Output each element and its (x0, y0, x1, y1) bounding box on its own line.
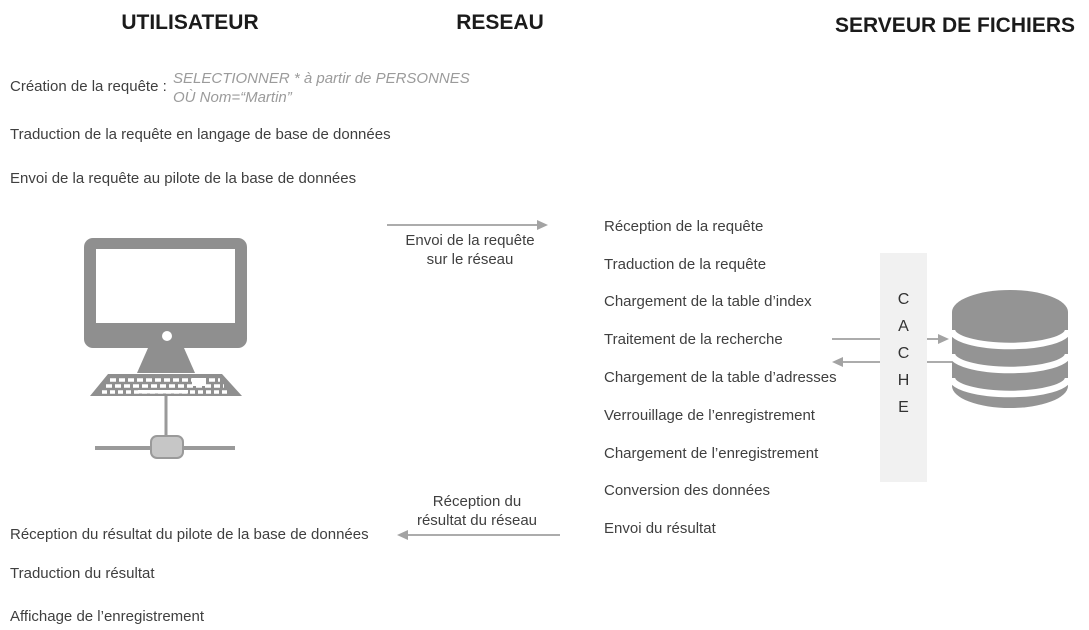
cache-box (880, 253, 927, 482)
server-step-table-index: Chargement de la table d’index (604, 293, 812, 310)
monitor-icon (84, 238, 247, 373)
send-request-label-line1: Envoi de la requête (405, 232, 535, 249)
user-step-creation-requete: Création de la requête : (10, 78, 167, 95)
from-cache-arrow-line (843, 361, 880, 363)
server-step-verrouillage: Verrouillage de l’enregistrement (604, 407, 815, 424)
user-step-reception-resultat: Réception du résultat du pilote de la base de données (10, 526, 369, 543)
receive-result-arrowhead-icon (397, 530, 408, 540)
send-request-label (405, 231, 535, 269)
send-request-label-line2: sur le réseau (426, 251, 514, 268)
column-header-serveur-fichiers: SERVEUR DE FICHIERS (835, 14, 1075, 37)
cache-to-db-arrowhead-icon (938, 334, 949, 344)
database-icon (952, 290, 1068, 408)
server-step-chargement-enreg: Chargement de l’enregistrement (604, 445, 819, 462)
user-step-envoi-pilote: Envoi de la requête au pilote de la base de données (10, 170, 357, 187)
column-header-utilisateur: UTILISATEUR (121, 11, 259, 34)
computer-icon (80, 236, 250, 460)
server-step-table-adresses: Chargement de la table d’adresses (604, 369, 837, 386)
receive-result-label (412, 492, 542, 530)
cache-letter: H (897, 372, 910, 389)
cache-letter: A (898, 318, 909, 335)
query-line-1: SELECTIONNER * à partir de PERSONNES (173, 70, 470, 87)
column-header-reseau: RESEAU (456, 11, 544, 34)
server-step-conversion: Conversion des données (604, 482, 770, 499)
from-cache-arrowhead-icon (832, 357, 843, 367)
receive-result-label-line1: Réception du (432, 493, 522, 510)
receive-result-arrow-line (408, 534, 560, 536)
db-to-cache-arrow-line (927, 361, 952, 363)
keyboard-icon (90, 374, 242, 396)
cache-letter: C (897, 345, 910, 362)
send-request-arrowhead-icon (537, 220, 548, 230)
user-step-traduction-requete: Traduction de la requête en langage de base de données (10, 126, 391, 143)
query-sample (173, 69, 470, 107)
user-step-affichage: Affichage de l’enregistrement (10, 608, 205, 625)
send-request-arrow-line (387, 224, 538, 226)
server-step-traitement: Traitement de la recherche (604, 331, 783, 348)
to-cache-arrow-line (832, 338, 880, 340)
receive-result-label-line2: résultat du réseau (416, 512, 538, 529)
network-node-icon (95, 395, 235, 458)
cache-letter: C (897, 291, 910, 308)
user-step-traduction-resultat: Traduction du résultat (10, 565, 155, 582)
server-step-traduction: Traduction de la requête (604, 256, 767, 273)
server-step-reception: Réception de la requête (604, 218, 764, 235)
server-step-envoi-resultat: Envoi du résultat (604, 520, 716, 537)
query-line-2: OÙ Nom=“Martin” (173, 89, 292, 106)
cache-letter: E (898, 399, 909, 416)
